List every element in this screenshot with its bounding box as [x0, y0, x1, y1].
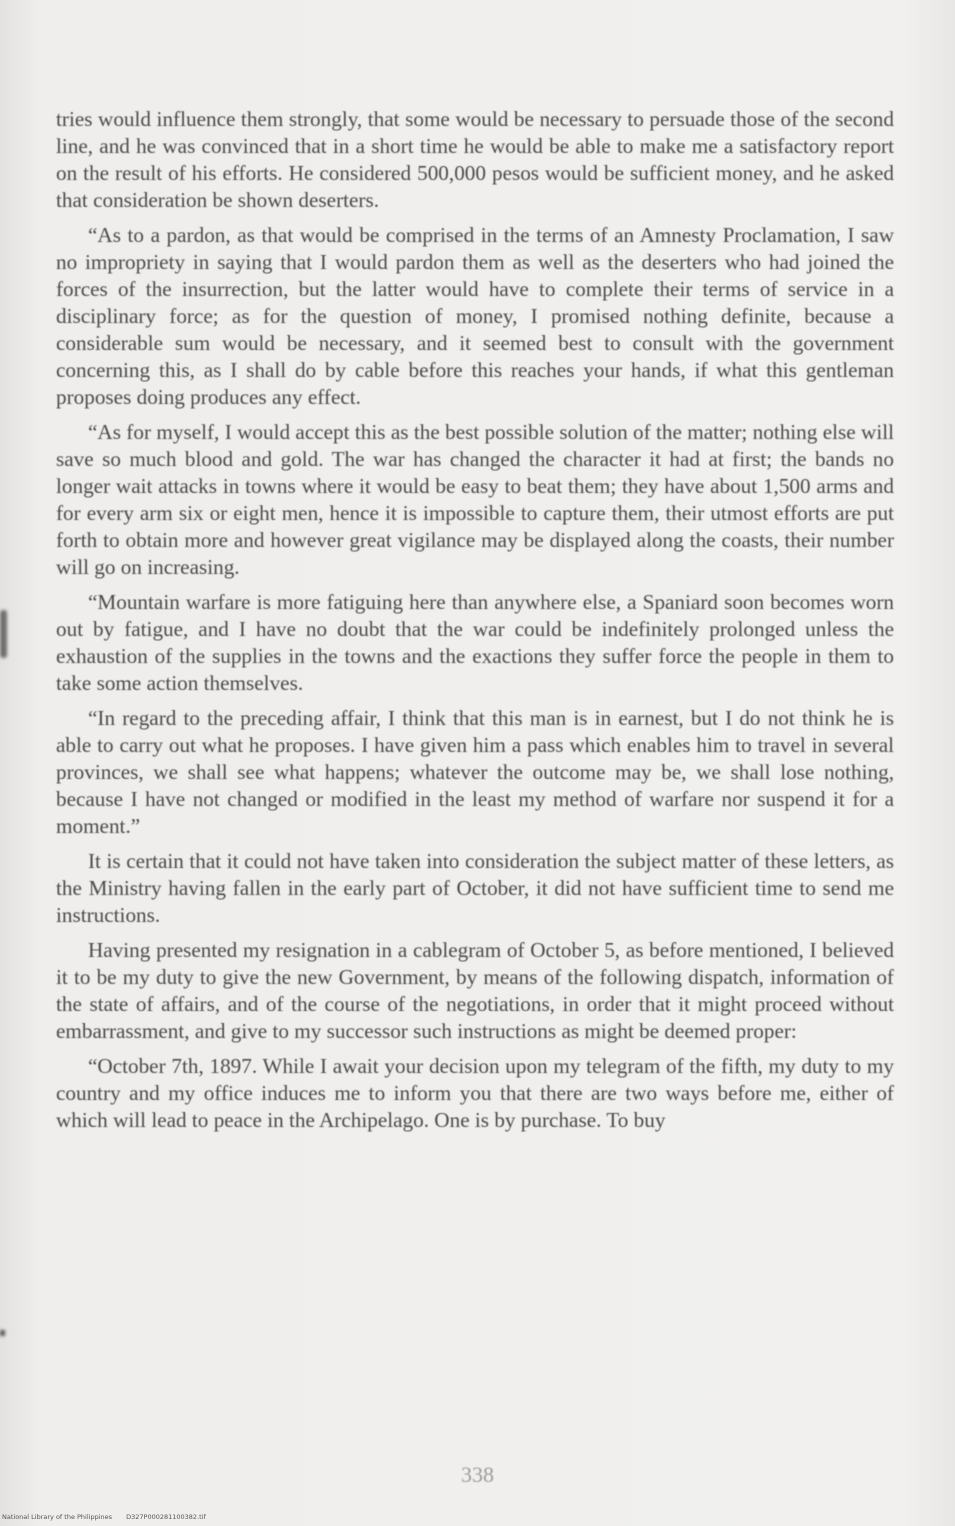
paragraph: “Mountain warfare is more fatiguing here than anywhere else, a Spaniard soon becomes worn out by fatigue, and I have no doubt that the war could be indefinitely prolonged unless the exhaustion of the supplies in the towns and the exactions they suffer force the people in them to take some action themselves. [56, 590, 894, 695]
scan-credit [2, 1513, 218, 1521]
margin-smudge [0, 610, 7, 658]
paragraph: “As for myself, I would accept this as the best possible solution of the matter; nothing else will save so much blood and gold. The war has changed the character it had at first; the bands no longer wait attacks in towns where it would be easy to beat them; they have about 1,500 arms and for every arm six or eight men, hence it is impossible to capture them, their utmost efforts are put forth to obtain more and however great vigilance may be displayed along the coasts, their number will go on increasing. [56, 420, 894, 579]
paragraph: Having presented my resignation in a cablegram of October 5, as before mentioned, I believed it to be my duty to give the new Government, by means of the following dispatch, information of the state of affairs, and of the course of the negotiations, in order that it might proceed without embarrassment, and give to my successor such instructions as might be deemed proper: [56, 938, 894, 1043]
page-number: 338 [461, 1462, 494, 1487]
paragraph: “October 7th, 1897. While I await your decision upon my telegram of the fifth, my duty to my country and my office induces me to inform you that there are two ways before me, either of which will lead to peace in the Archipelago. One is by purchase. To buy [56, 1054, 894, 1132]
paragraph: tries would influence them strongly, that some would be necessary to persuade those of the second line, and he was convinced that in a short time he would be able to make me a satisfactory report on the result of his efforts. He considered 500,000 pesos would be sufficient money, and he asked that consideration be shown deserters. [56, 107, 894, 212]
margin-smudge [0, 1330, 5, 1336]
body-text [56, 106, 894, 1142]
scan-identifier: D327P000281100382.tif [126, 1513, 206, 1521]
paragraph: It is certain that it could not have taken into consideration the subject matter of these letters, as the Ministry having fallen in the early part of October, it did not have sufficient time to send me instructions. [56, 849, 894, 927]
paragraph: “In regard to the preceding affair, I think that this man is in earnest, but I do not think he is able to carry out what he proposes. I have given him a pass which enables him to travel in several provinces, we shall see what happens; whatever the outcome may be, we shall lose nothing, because I have not changed or modified in the least my method of warfare nor suspend it for a moment.” [56, 706, 894, 838]
institution-name: National Library of the Philippines [2, 1513, 113, 1521]
paragraph: “As to a pardon, as that would be comprised in the terms of an Amnesty Proclamation, I saw no impropriety in saying that I would pardon them as well as the deserters who had joined the forces of the insurrection, but the latter would have to complete their terms of service in a disciplinary force; as for the question of money, I promised nothing definite, because a considerable sum would be necessary, and it seemed best to consult with the government concerning this, as I shall do by cable before this reaches your hands, if what this gentleman proposes doing produces any effect. [56, 223, 894, 409]
